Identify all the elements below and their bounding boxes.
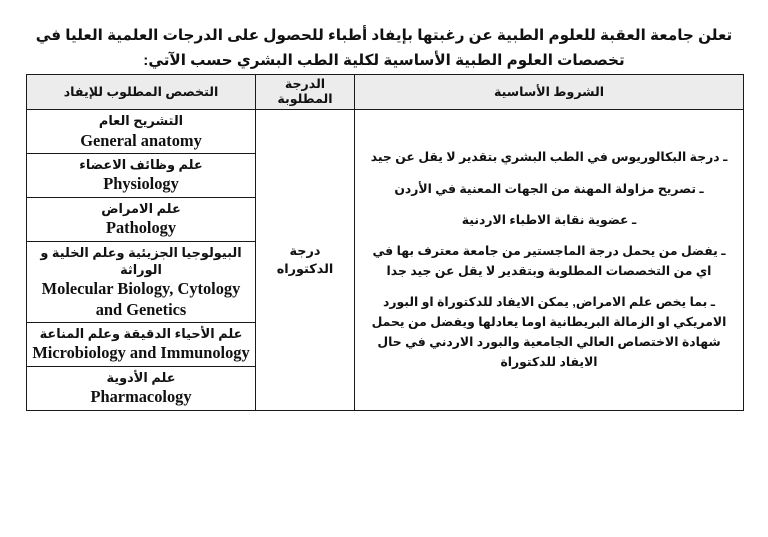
specialization-label-en: Pharmacology (90, 387, 192, 407)
specialization-label-ar: علم وظائف الاعضاء (79, 156, 203, 172)
column-header-specialization: التخصص المطلوب للإيفاد (27, 75, 256, 110)
condition-item: ـ درجة البكالوريوس في الطب البشري بتقدير لا يقل عن جيد (370, 150, 728, 165)
table-header-row (27, 75, 744, 110)
condition-item: ـ تصريح مزاولة المهنة من الجهات المعنية في الأردن (394, 181, 704, 196)
specialization-label-ar: علم الأدوية (106, 369, 176, 385)
specialization-label-en: Microbiology and Immunology (32, 343, 250, 363)
table-body (27, 110, 744, 410)
specialization-cell (27, 323, 256, 367)
conditions-cell (355, 110, 744, 410)
specialization-label-ar: علم الامراض (101, 200, 181, 216)
column-header-conditions: الشروط الأساسية (355, 75, 744, 110)
specialization-label-ar: البيولوجيا الجزيئية وعلم الخلية و الوراثة (40, 244, 242, 277)
specialization-label-en: Physiology (103, 174, 179, 194)
announcement-heading: تعلن جامعة العقبة للعلوم الطبية عن رغبتها بإيفاد أطباء للحصول على الدرجات العلمية العليا في تخصصات العلوم الطبية الأساسية لكلية الطب البشري حسب الآتي: (35, 27, 733, 70)
condition-item: ـ عضوية نقابة الاطباء الاردنية (461, 212, 637, 227)
condition-item: ـ بما يخص علم الامراض, يمكن الايفاد للدكتوراة او البورد الامريكي او الزمالة البريطانية اوما يعادلها ويفضل من يحمل شهادة الاختصاص العالي الجامعية والبورد الاردني في حال الايفاد للدكتوراة (371, 294, 727, 370)
column-header-degree: الدرجة المطلوبة (256, 75, 355, 110)
specialization-cell (27, 241, 256, 323)
specialization-label-en: Pathology (105, 218, 177, 238)
table-header (27, 75, 744, 110)
specializations-table (26, 74, 744, 411)
specialization-cell (27, 197, 256, 241)
specialization-label-ar: علم الأحياء الدقيقة وعلم المناعة (39, 326, 243, 342)
conditions-list (359, 147, 739, 372)
table-row (27, 110, 744, 154)
degree-cell: درجة الدكتوراه (256, 110, 355, 410)
specialization-cell (27, 366, 256, 410)
specialization-label-ar: التشريح العام (98, 113, 184, 129)
specialization-cell (27, 153, 256, 197)
specialization-label-en: Molecular Biology, Cytology and Genetics (41, 279, 241, 319)
specialization-label-en: General anatomy (80, 130, 202, 150)
specialization-cell (27, 110, 256, 154)
condition-item: ـ يفضل من يحمل درجة الماجستير من جامعة معترف بها في اي من التخصصات المطلوبة وبتقدير لا يقل عن جيد جدا (372, 243, 726, 278)
